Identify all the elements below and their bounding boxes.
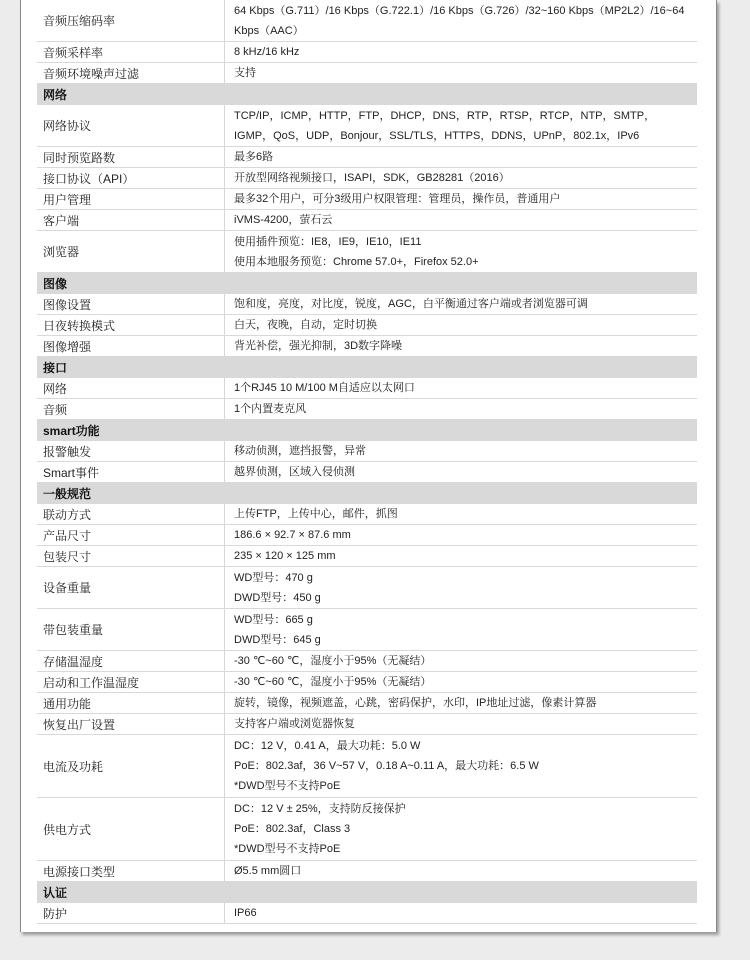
spec-label: 电源接口类型 — [37, 861, 224, 881]
spec-value-line: WD型号：470 g — [234, 571, 313, 584]
spec-value-line: 235 × 120 × 125 mm — [234, 550, 336, 562]
spec-row — [37, 336, 697, 357]
spec-value-line: 支持 — [234, 67, 256, 79]
spec-value-line: *DWD型号不支持PoE — [234, 843, 341, 855]
spec-label: 报警触发 — [37, 441, 224, 461]
spec-label: 通用功能 — [37, 693, 224, 713]
spec-value — [224, 693, 697, 713]
spec-label: 接口协议（API） — [37, 168, 224, 188]
spec-value-line: -30 ℃~60 ℃，湿度小于95%（无凝结） — [234, 676, 432, 688]
spec-row — [37, 231, 697, 273]
section-header: 接口 — [37, 357, 697, 378]
spec-value-line: 64 Kbps（G.711）/16 Kbps（G.722.1）/16 Kbps（G.726）/32~160 Kbps（MP2L2）/16~64 Kbps（AAC） — [234, 4, 685, 37]
spec-value-line: IP66 — [234, 907, 257, 919]
spec-label: 图像设置 — [37, 294, 224, 314]
spec-value — [224, 798, 697, 860]
spec-value-line: 旋转，镜像，视频遮盖，心跳，密码保护，水印，IP地址过滤，像素计算器 — [234, 697, 597, 709]
spec-label: 带包装重量 — [37, 609, 224, 650]
spec-row — [37, 714, 697, 735]
spec-value — [224, 294, 697, 314]
spec-value-line: 背光补偿，强光抑制，3D数字降噪 — [234, 340, 403, 352]
spec-value — [224, 651, 697, 671]
spec-label: 启动和工作温湿度 — [37, 672, 224, 692]
spec-value-line: 越界侦测，区域入侵侦测 — [234, 466, 355, 478]
spec-value — [224, 441, 697, 461]
spec-value — [224, 567, 697, 608]
spec-value-line: 上传FTP，上传中心，邮件，抓图 — [234, 508, 398, 520]
spec-value — [224, 147, 697, 167]
spec-value — [224, 609, 697, 650]
spec-row — [37, 105, 697, 147]
spec-row — [37, 399, 697, 420]
spec-row — [37, 0, 697, 42]
spec-label: 网络 — [37, 378, 224, 398]
spec-value-line: 最多6路 — [234, 151, 274, 163]
spec-row — [37, 294, 697, 315]
spec-value-line: 白天，夜晚，自动，定时切换 — [234, 319, 377, 331]
spec-label: 音频 — [37, 399, 224, 419]
spec-row — [37, 798, 697, 861]
spec-value — [224, 399, 697, 419]
spec-value — [224, 462, 697, 482]
spec-value-line: 使用本地服务预览：Chrome 57.0+，Firefox 52.0+ — [234, 255, 479, 268]
spec-value-line: 8 kHz/16 kHz — [234, 46, 300, 58]
spec-value — [224, 903, 697, 923]
spec-value-line: 186.6 × 92.7 × 87.6 mm — [234, 529, 351, 541]
spec-value-line: Ø5.5 mm圆口 — [234, 865, 302, 877]
spec-row — [37, 735, 697, 798]
spec-value-line: 1个内置麦克风 — [234, 403, 307, 415]
spec-value-line: DWD型号：450 g — [234, 591, 321, 604]
spec-value-line: 支持客户端或浏览器恢复 — [234, 718, 355, 730]
spec-label: 同时预览路数 — [37, 147, 224, 167]
spec-value — [224, 231, 697, 272]
spec-value-line: DWD型号：645 g — [234, 633, 321, 646]
section-header: 图像 — [37, 273, 697, 294]
spec-value-line: DC：12 V ± 25%，支持防反接保护 — [234, 803, 406, 815]
spec-sheet-page — [20, 0, 717, 932]
section-header: 网络 — [37, 84, 697, 105]
spec-label: Smart事件 — [37, 462, 224, 482]
spec-value-line: 饱和度，亮度，对比度，锐度，AGC，白平衡通过客户端或者浏览器可调 — [234, 298, 588, 310]
spec-row — [37, 63, 697, 84]
spec-label: 日夜转换模式 — [37, 315, 224, 335]
section-header: smart功能 — [37, 420, 697, 441]
spec-label: 存储温湿度 — [37, 651, 224, 671]
spec-value-line: 1个RJ45 10 M/100 M自适应以太网口 — [234, 382, 415, 394]
spec-row — [37, 903, 697, 924]
spec-label: 电流及功耗 — [37, 735, 224, 797]
spec-value — [224, 0, 697, 41]
spec-value — [224, 546, 697, 566]
spec-label: 网络协议 — [37, 105, 224, 146]
spec-row — [37, 168, 697, 189]
spec-label: 用户管理 — [37, 189, 224, 209]
spec-value-line: iVMS-4200，萤石云 — [234, 214, 333, 226]
spec-row — [37, 210, 697, 231]
spec-row — [37, 504, 697, 525]
spec-value — [224, 714, 697, 734]
spec-value-line: 使用插件预览：IE8，IE9，IE10，IE11 — [234, 235, 422, 248]
spec-value-line: PoE：802.3af，Class 3 — [234, 823, 351, 835]
spec-row — [37, 693, 697, 714]
spec-value — [224, 672, 697, 692]
spec-value — [224, 210, 697, 230]
spec-label: 防护 — [37, 903, 224, 923]
spec-label: 音频采样率 — [37, 42, 224, 62]
spec-value — [224, 42, 697, 62]
spec-value-line: -30 ℃~60 ℃，湿度小于95%（无凝结） — [234, 655, 432, 667]
spec-value-line: WD型号：665 g — [234, 613, 313, 626]
spec-row — [37, 672, 697, 693]
spec-label: 设备重量 — [37, 567, 224, 608]
spec-label: 图像增强 — [37, 336, 224, 356]
spec-value-line: 开放型网络视频接口，ISAPI，SDK，GB28281（2016） — [234, 172, 510, 184]
spec-row — [37, 567, 697, 609]
spec-value-line: 最多32个用户，可分3级用户权限管理：管理员，操作员，普通用户 — [234, 193, 561, 205]
spec-row — [37, 651, 697, 672]
spec-label: 恢复出厂设置 — [37, 714, 224, 734]
spec-value-line: 移动侦测，遮挡报警，异常 — [234, 445, 366, 457]
section-header: 认证 — [37, 882, 697, 903]
spec-value — [224, 735, 697, 797]
spec-value — [224, 504, 697, 524]
spec-value — [224, 315, 697, 335]
section-header: 一般规范 — [37, 483, 697, 504]
spec-table — [37, 0, 697, 924]
spec-value — [224, 168, 697, 188]
spec-row — [37, 462, 697, 483]
spec-value-line: DC：12 V，0.41 A，最大功耗：5.0 W — [234, 740, 421, 752]
spec-label: 包装尺寸 — [37, 546, 224, 566]
spec-value-line: PoE：802.3af，36 V~57 V，0.18 A~0.11 A，最大功耗：6.5 W — [234, 760, 539, 772]
spec-value — [224, 105, 697, 146]
spec-value — [224, 525, 697, 545]
spec-row — [37, 42, 697, 63]
spec-value — [224, 336, 697, 356]
spec-label: 联动方式 — [37, 504, 224, 524]
spec-label: 音频压缩码率 — [37, 0, 224, 41]
spec-row — [37, 525, 697, 546]
spec-label: 客户端 — [37, 210, 224, 230]
spec-value — [224, 378, 697, 398]
spec-row — [37, 315, 697, 336]
spec-label: 供电方式 — [37, 798, 224, 860]
spec-row — [37, 546, 697, 567]
spec-value — [224, 63, 697, 83]
spec-value — [224, 861, 697, 881]
spec-value-line: TCP/IP，ICMP，HTTP，FTP，DHCP，DNS，RTP，RTSP，RTCP，NTP，SMTP，IGMP，QoS，UDP，Bonjour，SSL/TLS，HTTPS，DDNS，UPnP，802.1x，IPv6 — [234, 109, 656, 142]
spec-value — [224, 189, 697, 209]
spec-row — [37, 609, 697, 651]
spec-label: 浏览器 — [37, 231, 224, 272]
spec-row — [37, 147, 697, 168]
spec-row — [37, 378, 697, 399]
spec-label: 音频环境噪声过滤 — [37, 63, 224, 83]
spec-row — [37, 441, 697, 462]
spec-row — [37, 861, 697, 882]
spec-row — [37, 189, 697, 210]
spec-value-line: *DWD型号不支持PoE — [234, 780, 341, 792]
spec-label: 产品尺寸 — [37, 525, 224, 545]
